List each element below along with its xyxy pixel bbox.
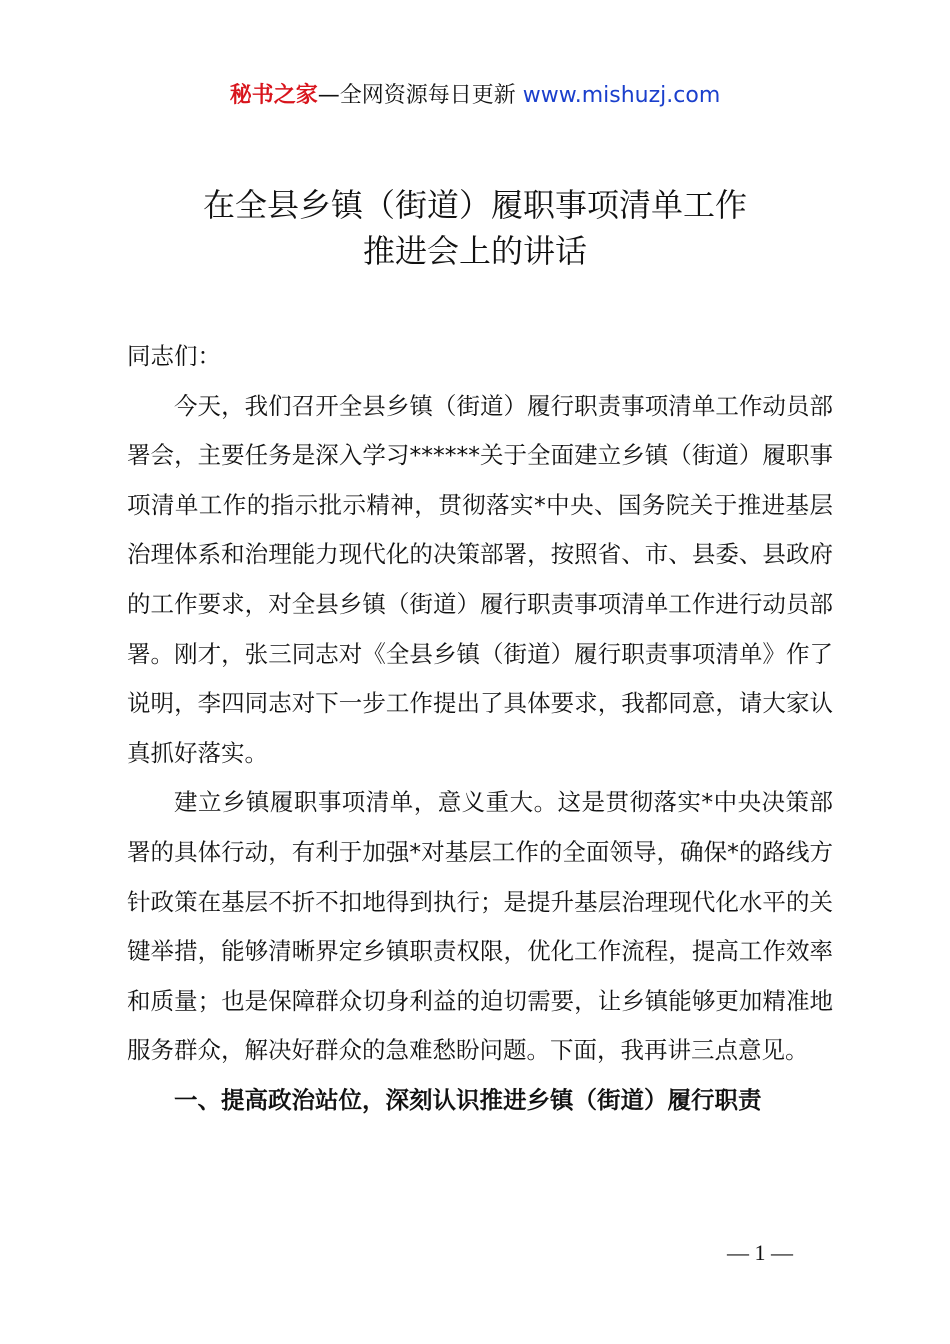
section-heading-1: 一、提高政治站位，深刻认识推进乡镇（街道）履行职责 [174,1085,762,1114]
header-tagline: —全网资源每日更新 [317,83,516,108]
title-line-2: 推进会上的讲话 [362,232,587,270]
site-header [0,80,950,112]
page-number: — 1 — [727,1240,793,1265]
title-line-1: 在全县乡镇（街道）履职事项清单工作 [202,186,747,224]
document-body [127,332,833,1126]
paragraph-2: 建立乡镇履职事项清单，意义重大。这是贯彻落实*中央决策部署的具体行动，有利于加强*对基层工作的全面领导，确保*的路线方针政策在基层不折不扣地得到执行；是提升基层治理现代化水平的关键举措，能够清晰界定乡镇职责权限，优化工作流程，提高工作效率和质量；也是保障群众切身利益的迫切需要，让乡镇能够更加精准地服务群众，解决好群众的急难愁盼问题。下面，我再讲三点意见。 [127,788,833,1065]
salutation: 同志们： [127,342,221,370]
site-url-link[interactable]: www.mishuzj.com [522,83,721,108]
brand-name: 秘书之家 [229,83,318,108]
paragraph-1: 今天，我们召开全县乡镇（街道）履行职责事项清单工作动员部署会，主要任务是深入学习******关于全面建立乡镇（街道）履职事项清单工作的指示批示精神，贯彻落实*中央、国务院关于推进基层治理体系和治理能力现代化的决策部署，按照省、市、县委、县政府的工作要求，对全县乡镇（街道）履行职责事项清单工作进行动员部署。刚才，张三同志对《全县乡镇（街道）履行职责事项清单》作了说明，李四同志对下一步工作提出了具体要求，我都同意，请大家认真抓好落实。 [127,391,833,767]
document-title [0,182,950,274]
